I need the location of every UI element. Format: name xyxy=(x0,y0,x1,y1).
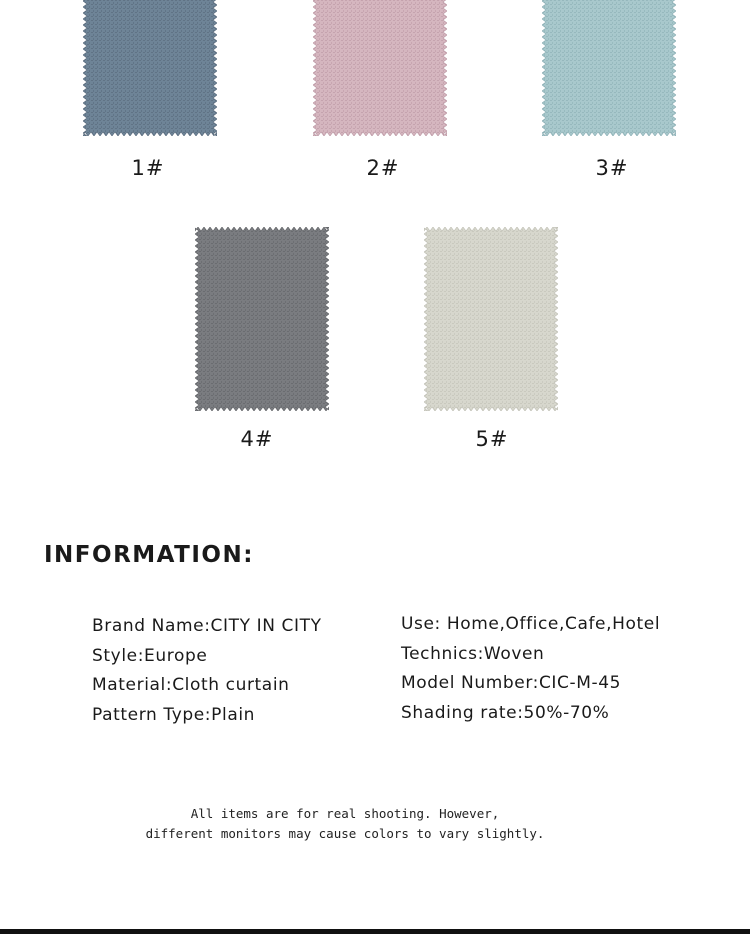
info-use: Use: Home,Office,Cafe,Hotel xyxy=(401,614,661,634)
info-pattern-type: Pattern Type:Plain xyxy=(92,704,256,725)
fabric-swatch-4 xyxy=(195,227,329,411)
swatch-fabric-shape xyxy=(83,0,217,136)
swatch-fabric-shape xyxy=(195,227,329,411)
note-line-1: All items are for real shooting. However, xyxy=(190,806,500,821)
fabric-swatch-3 xyxy=(542,0,676,136)
info-shading-rate: Shading rate:50%-70% xyxy=(401,702,610,723)
information-title: INFORMATION: xyxy=(44,542,254,568)
bottom-divider xyxy=(0,929,750,934)
info-left-column xyxy=(92,612,322,730)
note-line-2: different monitors may cause colors to vary slightly. xyxy=(145,826,545,841)
info-technics: Technics:Woven xyxy=(401,643,545,664)
fabric-swatch-1 xyxy=(83,0,217,136)
color-disclaimer-note xyxy=(100,804,590,844)
fabric-swatch-2 xyxy=(313,0,447,136)
swatch-label-5: 5# xyxy=(475,427,509,451)
info-material: Material:Cloth curtain xyxy=(92,675,290,695)
swatch-fabric-shape xyxy=(424,227,558,411)
fabric-swatch-5 xyxy=(424,227,558,411)
swatch-label-4: 4# xyxy=(240,427,274,451)
info-right-column xyxy=(401,610,660,728)
swatch-label-1: 1# xyxy=(131,156,165,180)
info-style: Style:Europe xyxy=(92,645,208,666)
info-brand-name: Brand Name:CITY IN CITY xyxy=(92,616,322,636)
swatch-label-2: 2# xyxy=(366,156,400,180)
info-model-number: Model Number:CIC-M-45 xyxy=(401,673,622,693)
swatch-fabric-shape xyxy=(542,0,676,136)
swatch-fabric-shape xyxy=(313,0,447,136)
swatch-label-3: 3# xyxy=(595,156,629,180)
